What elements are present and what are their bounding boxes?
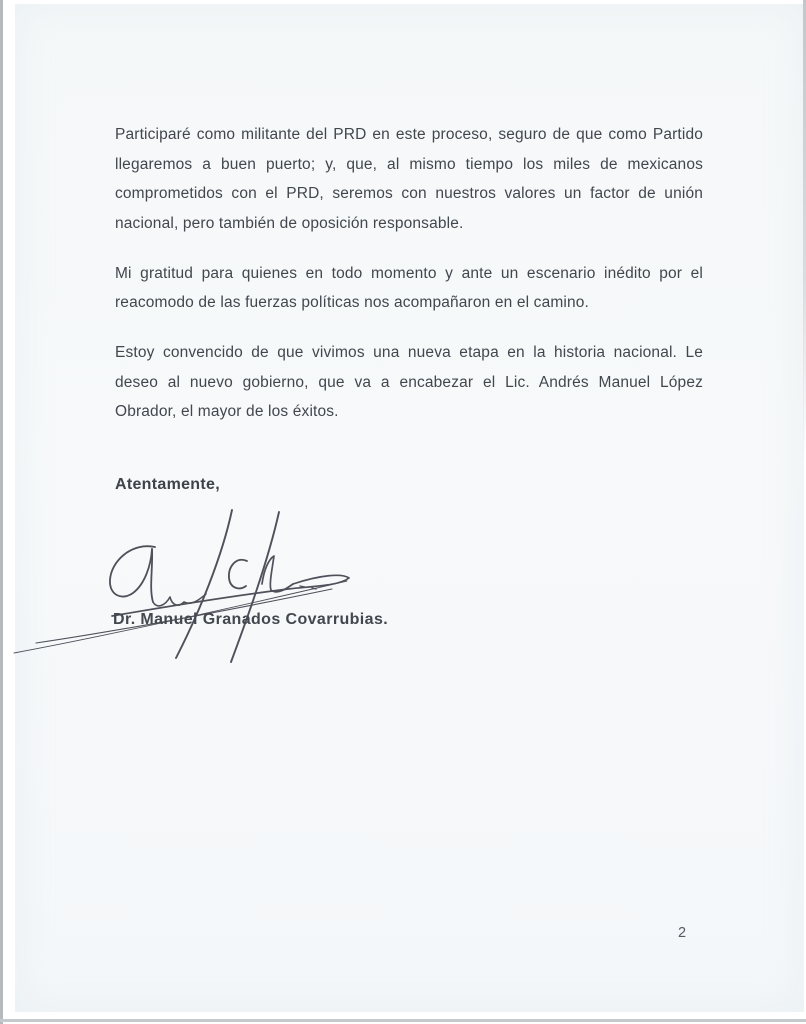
scan-edge-bottom xyxy=(0,1019,806,1022)
text-line: Participaré como militante del PRD en este proceso, seguro de que como Partido xyxy=(115,126,703,143)
closing-salutation: Atentamente, xyxy=(115,476,220,493)
text-line: llegaremos a buen puerto; y, que, al mismo tiempo los miles de mexicanos xyxy=(115,155,703,173)
text-line: reacomodo de las fuerzas políticas nos acompañaron en el camino. xyxy=(115,294,590,311)
page-number: 2 xyxy=(678,925,687,941)
text-line: deseo al nuevo gobierno, que va a encabezar el Lic. Andrés Manuel López xyxy=(115,373,703,391)
scan-edge-left xyxy=(0,0,3,1024)
text-line: Mi gratitud para quienes en todo momento y ante un escenario inédito por el xyxy=(115,264,703,282)
paragraph xyxy=(115,338,703,427)
paragraph xyxy=(115,259,703,318)
text-line: Estoy convencido de que vivimos una nueva etapa en la historia nacional. Le xyxy=(115,344,703,361)
text-line: comprometidos con el PRD, seremos con nuestros valores un factor de unión xyxy=(115,185,703,202)
text-line: nacional, pero también de oposición responsable. xyxy=(115,214,464,232)
signatory-name: Dr. Manuel Granados Covarrubias. xyxy=(113,611,389,628)
paragraph xyxy=(115,120,703,238)
letter-body xyxy=(115,120,703,427)
text-line: Obrador, el mayor de los éxitos. xyxy=(115,403,339,420)
